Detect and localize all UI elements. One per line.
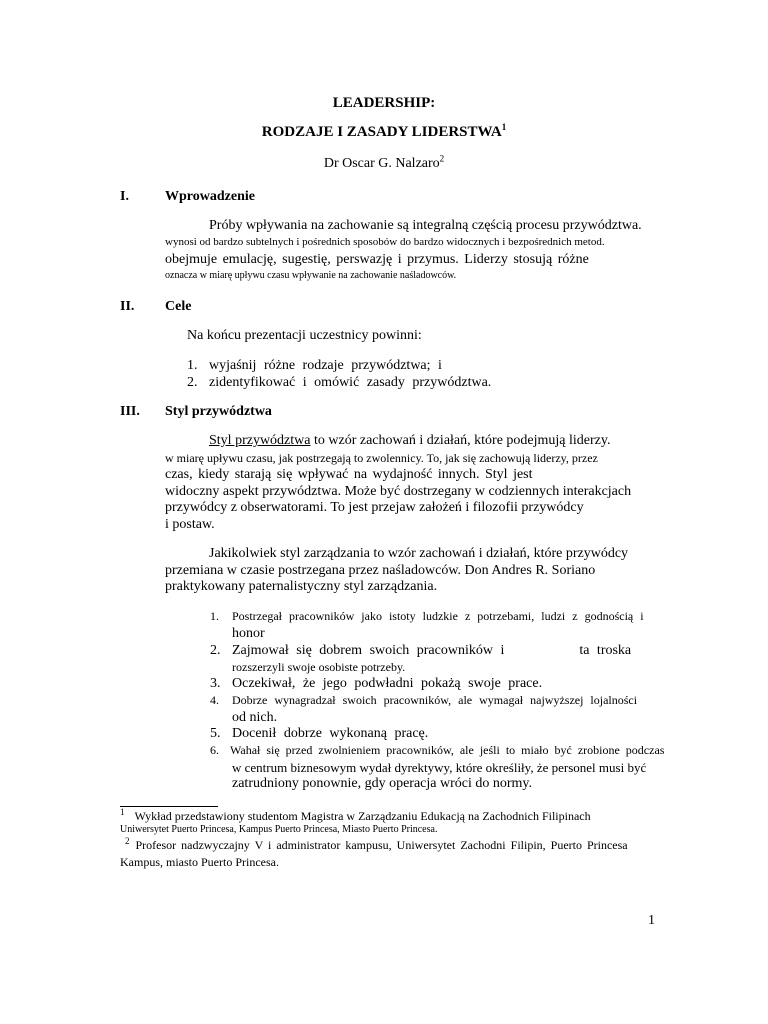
author-line [0,153,768,172]
footnote-2 [120,838,628,853]
list-item [210,643,631,659]
footnote-marker: 2 [125,836,130,846]
list-text-cont: rozszerzyli swoje osobiste potrzeby. [232,660,406,674]
list-text-cont: w centrum biznesowym wydał dyrektywy, które określiły, że personel musi być [232,760,647,775]
list-number: 3. [210,676,221,691]
style-line: w miarę upływu czasu, jak postrzegają to zwolennicy. To, jak się zachowują liderzy, przez [165,451,598,465]
footnote-text-cont: Uniwersytet Puerto Princesa, Kampus Puerto Princesa, Miasto Puerto Princesa. [120,824,438,835]
style-line [209,433,610,449]
style-line: czas, kiedy starają się wpływać na wydajność innych. Styl jest [165,467,533,482]
footnote-1 [120,809,591,824]
style-line: widoczny aspekt przywództwa. Może być dostrzegany w codziennych interakcjach [165,484,632,499]
list-text: Zajmował się dobrem swoich pracowników i ta troska [232,643,632,658]
section-heading: Wprowadzenie [165,189,255,204]
footnote-text: Wykład przedstawiony studentom Magistra w Zarządzaniu Edukacją na Zachodnich Filipinach [134,809,591,823]
footnote-ref-2: 2 [439,153,445,164]
list-item [210,609,644,624]
intro-line: Próby wpływania na zachowanie są integralną częścią procesu przywództwa. [209,218,642,233]
list-text: Wahał się przed zwolnieniem pracowników, ale jeśli to miało być zrobione podczas [230,743,665,757]
list-number: 6. [210,743,219,757]
list-text: Docenił dobrze wykonaną pracę. [232,726,429,741]
goal-item [187,358,442,374]
style-line-rest: to wzór zachowań i działań, które podejmują liderzy. [310,433,611,448]
list-number: 2. [210,643,221,658]
footnote-text: Profesor nadzwyczajny V i administrator kampusu, Uniwersytet Zachodni Filipin, Puerto Princesa [135,838,628,852]
document-subtitle [0,124,768,141]
goal-text: zidentyfikować i omówić zasady przywództwa. [209,375,492,390]
list-number: 5. [210,726,221,741]
list-item [210,676,542,692]
list-text-cont: od nich. [232,710,278,725]
list-item [210,693,637,708]
list-text-cont: zatrudniony ponownie, gdy operacja wróci do normy. [232,776,533,791]
page-number: 1 [648,913,655,928]
goals-lead: Na końcu prezentacji uczestnicy powinni: [187,328,422,343]
footnote-marker: 1 [120,807,125,817]
intro-line: oznacza w miarę upływu czasu wpływanie na zachowanie naśladowców. [165,270,457,281]
goal-item [187,375,491,391]
list-number: 1. [210,609,219,623]
footnote-rule [120,806,218,807]
list-text-cont: honor [232,626,265,641]
list-number: 4. [210,693,219,707]
document-title: LEADERSHIP: [332,95,436,111]
list-item [210,743,664,758]
section-number: I. [120,189,129,204]
footnote-ref-1: 1 [501,122,507,132]
section-heading: Styl przywództwa [165,404,272,419]
style-line: przywódcy z obserwatorami. To jest przejaw założeń i filozofii przywódcy [165,500,584,515]
list-item [210,726,428,742]
style-line: praktykowany paternalistyczny styl zarządzania. [165,579,438,594]
list-text: Oczekiwał, że jego podwładni pokażą swoje prace. [232,676,543,691]
goal-number: 2. [187,375,198,390]
section-number: II. [120,299,135,314]
subtitle-text: RODZAJE I ZASADY LIDERSTWA [261,124,502,140]
author-name: Dr Oscar G. Nalzaro [323,156,440,171]
style-line: Jakikolwiek styl zarządzania to wzór zachowań i działań, które przywódcy [209,546,629,561]
style-term: Styl przywództwa [209,433,311,448]
style-line: i postaw. [165,517,215,532]
list-text: Postrzegał pracowników jako istoty ludzkie z potrzebami, ludzi z godnością i [232,609,644,623]
goal-text: wyjaśnij różne rodzaje przywództwa; i [209,358,442,373]
style-line: przemiana w czasie postrzegana przez naśladowców. Don Andres R. Soriano [165,563,596,578]
footnote-text-cont: Kampus, miasto Puerto Princesa. [120,855,279,869]
goal-number: 1. [187,358,198,373]
section-heading: Cele [165,299,192,314]
list-text: Dobrze wynagradzał swoich pracowników, ale wymagał najwyższej lojalności [232,693,638,707]
intro-line: wynosi od bardzo subtelnych i pośrednich sposobów do bardzo widocznych i bezpośrednich metod. [165,236,605,248]
intro-line: obejmuje emulację, sugestię, perswazję i przymus. Liderzy stosują różne [165,252,589,267]
section-number: III. [120,404,140,419]
